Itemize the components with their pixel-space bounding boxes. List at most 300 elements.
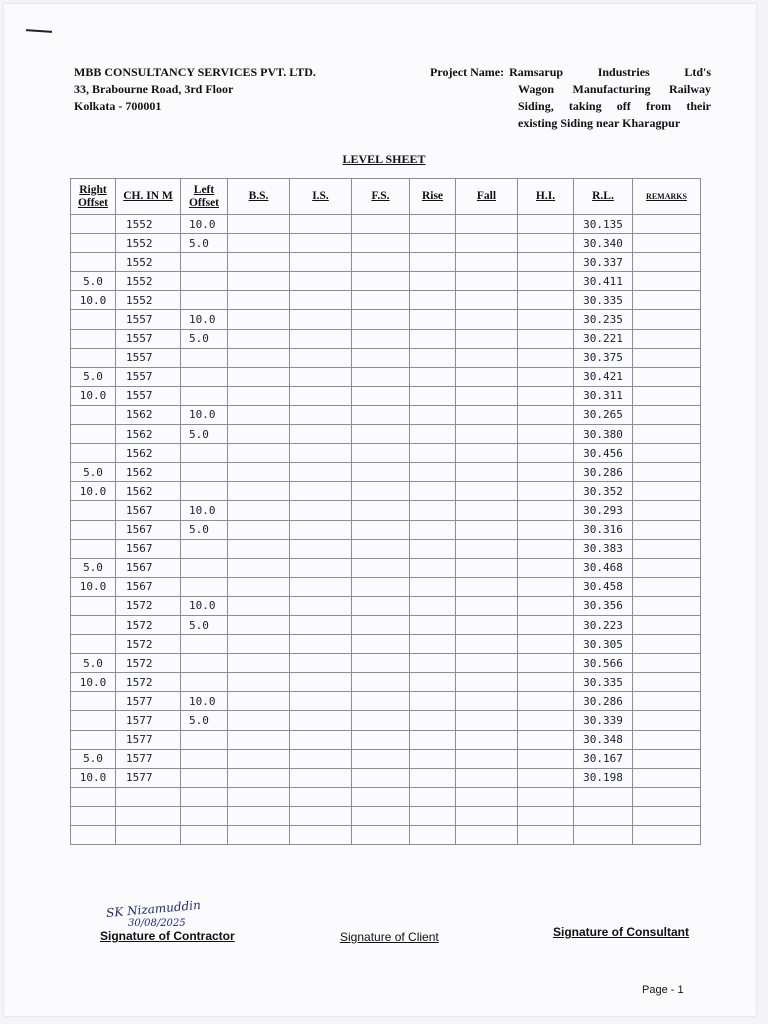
bs-cell: [228, 482, 290, 501]
fs-cell: [352, 711, 410, 730]
table-row: [71, 291, 701, 310]
header-remarks: REMARKS: [633, 179, 701, 215]
hi-cell: [518, 444, 574, 463]
header-bs: B.S.: [228, 179, 290, 215]
table-header-row: [71, 179, 701, 215]
left-offset-cell: 10.0: [181, 501, 228, 520]
is-cell: [290, 482, 352, 501]
table-row: [71, 329, 701, 348]
rl-cell: 30.286: [574, 692, 633, 711]
hi-cell: [518, 291, 574, 310]
rl-cell: 30.356: [574, 596, 633, 615]
remarks-cell: [633, 444, 701, 463]
bs-cell: [228, 806, 290, 825]
chainage-cell: 1572: [116, 635, 181, 654]
is-cell: [290, 787, 352, 806]
is-cell: [290, 826, 352, 845]
remarks-cell: [633, 291, 701, 310]
table-row: [71, 711, 701, 730]
chainage-cell: 1562: [116, 444, 181, 463]
contractor-handwritten-signature: SK Nizamuddin: [105, 897, 202, 921]
right-offset-cell: [71, 596, 116, 615]
chainage-cell: 1552: [116, 291, 181, 310]
right-offset-cell: [71, 692, 116, 711]
rise-cell: [410, 425, 456, 444]
is-cell: [290, 310, 352, 329]
table-row: [71, 253, 701, 272]
rise-cell: [410, 558, 456, 577]
chainage-cell: 1567: [116, 520, 181, 539]
bs-cell: [228, 635, 290, 654]
bs-cell: [228, 444, 290, 463]
left-offset-cell: [181, 635, 228, 654]
fs-cell: [352, 749, 410, 768]
table-row: [71, 482, 701, 501]
fall-cell: [456, 539, 518, 558]
is-cell: [290, 444, 352, 463]
rl-cell: 30.286: [574, 463, 633, 482]
header-hi: H.I.: [518, 179, 574, 215]
rl-cell: [574, 826, 633, 845]
chainage-cell: 1567: [116, 577, 181, 596]
bs-cell: [228, 654, 290, 673]
fall-cell: [456, 711, 518, 730]
table-row: [71, 787, 701, 806]
is-cell: [290, 615, 352, 634]
fall-cell: [456, 310, 518, 329]
rise-cell: [410, 348, 456, 367]
rl-cell: 30.348: [574, 730, 633, 749]
rise-cell: [410, 444, 456, 463]
table-row: [71, 405, 701, 424]
hi-cell: [518, 253, 574, 272]
fs-cell: [352, 425, 410, 444]
left-offset-cell: 10.0: [181, 692, 228, 711]
right-offset-cell: [71, 826, 116, 845]
right-offset-cell: [71, 730, 116, 749]
rise-cell: [410, 749, 456, 768]
fall-cell: [456, 463, 518, 482]
bs-cell: [228, 310, 290, 329]
rise-cell: [410, 787, 456, 806]
bs-cell: [228, 596, 290, 615]
left-offset-cell: 5.0: [181, 425, 228, 444]
table-row: [71, 635, 701, 654]
fall-cell: [456, 425, 518, 444]
rl-cell: 30.421: [574, 367, 633, 386]
header-rl: R.L.: [574, 179, 633, 215]
fs-cell: [352, 329, 410, 348]
remarks-cell: [633, 501, 701, 520]
fall-cell: [456, 692, 518, 711]
project-line-4: existing Siding near Kharagpur: [518, 116, 681, 130]
chainage-cell: 1557: [116, 348, 181, 367]
fs-cell: [352, 501, 410, 520]
fs-cell: [352, 367, 410, 386]
rise-cell: [410, 520, 456, 539]
table-row: [71, 596, 701, 615]
left-offset-cell: [181, 577, 228, 596]
left-offset-cell: [181, 253, 228, 272]
is-cell: [290, 692, 352, 711]
fall-cell: [456, 482, 518, 501]
hi-cell: [518, 539, 574, 558]
is-cell: [290, 558, 352, 577]
is-cell: [290, 730, 352, 749]
table-row: [71, 463, 701, 482]
left-offset-cell: [181, 558, 228, 577]
header-chainage: CH. IN M: [116, 179, 181, 215]
fall-cell: [456, 635, 518, 654]
left-offset-cell: [181, 730, 228, 749]
fs-cell: [352, 386, 410, 405]
remarks-cell: [633, 692, 701, 711]
bs-cell: [228, 405, 290, 424]
chainage-cell: 1572: [116, 596, 181, 615]
fs-cell: [352, 673, 410, 692]
chainage-cell: 1557: [116, 329, 181, 348]
is-cell: [290, 425, 352, 444]
right-offset-cell: 5.0: [71, 463, 116, 482]
fall-cell: [456, 405, 518, 424]
is-cell: [290, 367, 352, 386]
is-cell: [290, 749, 352, 768]
bs-cell: [228, 520, 290, 539]
is-cell: [290, 348, 352, 367]
left-offset-cell: [181, 539, 228, 558]
remarks-cell: [633, 654, 701, 673]
header-is: I.S.: [290, 179, 352, 215]
bs-cell: [228, 348, 290, 367]
right-offset-cell: [71, 348, 116, 367]
is-cell: [290, 577, 352, 596]
bs-cell: [228, 215, 290, 234]
remarks-cell: [633, 711, 701, 730]
fall-cell: [456, 558, 518, 577]
left-offset-cell: [181, 367, 228, 386]
fall-cell: [456, 272, 518, 291]
bs-cell: [228, 253, 290, 272]
is-cell: [290, 463, 352, 482]
right-offset-cell: [71, 405, 116, 424]
rise-cell: [410, 806, 456, 825]
hi-cell: [518, 386, 574, 405]
table-row: [71, 272, 701, 291]
fs-cell: [352, 253, 410, 272]
right-offset-cell: 10.0: [71, 386, 116, 405]
rl-cell: 30.223: [574, 615, 633, 634]
table-row: [71, 673, 701, 692]
remarks-cell: [633, 386, 701, 405]
rise-cell: [410, 310, 456, 329]
right-offset-cell: [71, 329, 116, 348]
fs-cell: [352, 215, 410, 234]
hi-cell: [518, 596, 574, 615]
bs-cell: [228, 615, 290, 634]
rise-cell: [410, 596, 456, 615]
rl-cell: 30.352: [574, 482, 633, 501]
chainage-cell: 1557: [116, 367, 181, 386]
remarks-cell: [633, 806, 701, 825]
right-offset-cell: [71, 615, 116, 634]
is-cell: [290, 520, 352, 539]
header-fall: Fall: [456, 179, 518, 215]
right-offset-cell: [71, 425, 116, 444]
right-offset-cell: [71, 520, 116, 539]
fs-cell: [352, 405, 410, 424]
is-cell: [290, 768, 352, 787]
fs-cell: [352, 444, 410, 463]
hi-cell: [518, 520, 574, 539]
right-offset-cell: [71, 253, 116, 272]
table-row: [71, 348, 701, 367]
remarks-cell: [633, 520, 701, 539]
rise-cell: [410, 826, 456, 845]
right-offset-cell: [71, 444, 116, 463]
hi-cell: [518, 730, 574, 749]
right-offset-cell: 10.0: [71, 673, 116, 692]
hi-cell: [518, 692, 574, 711]
left-offset-cell: 10.0: [181, 310, 228, 329]
left-offset-cell: 10.0: [181, 596, 228, 615]
left-offset-cell: [181, 768, 228, 787]
table-row: [71, 501, 701, 520]
is-cell: [290, 272, 352, 291]
is-cell: [290, 386, 352, 405]
pen-stroke-mark: [26, 29, 52, 33]
project-line-3: Siding, taking off from their: [518, 99, 711, 113]
table-row: [71, 692, 701, 711]
hi-cell: [518, 215, 574, 234]
remarks-cell: [633, 234, 701, 253]
level-sheet-table: [70, 178, 701, 845]
left-offset-cell: [181, 386, 228, 405]
remarks-cell: [633, 577, 701, 596]
left-offset-cell: [181, 806, 228, 825]
rl-cell: 30.340: [574, 234, 633, 253]
is-cell: [290, 673, 352, 692]
table-row: [71, 730, 701, 749]
is-cell: [290, 329, 352, 348]
hi-cell: [518, 749, 574, 768]
table-row: [71, 234, 701, 253]
right-offset-cell: 10.0: [71, 577, 116, 596]
left-offset-cell: 5.0: [181, 711, 228, 730]
hi-cell: [518, 367, 574, 386]
fall-cell: [456, 577, 518, 596]
rl-cell: 30.380: [574, 425, 633, 444]
remarks-cell: [633, 425, 701, 444]
rise-cell: [410, 405, 456, 424]
signature-of-consultant-label: Signature of Consultant: [553, 925, 689, 939]
is-cell: [290, 253, 352, 272]
remarks-cell: [633, 405, 701, 424]
hi-cell: [518, 787, 574, 806]
chainage-cell: 1572: [116, 673, 181, 692]
company-block: [74, 64, 316, 115]
is-cell: [290, 234, 352, 253]
table-row: [71, 539, 701, 558]
table-row: [71, 367, 701, 386]
rise-cell: [410, 673, 456, 692]
rise-cell: [410, 253, 456, 272]
remarks-cell: [633, 539, 701, 558]
left-offset-cell: [181, 291, 228, 310]
rl-cell: 30.566: [574, 654, 633, 673]
table-row: [71, 768, 701, 787]
rl-cell: 30.335: [574, 291, 633, 310]
remarks-cell: [633, 482, 701, 501]
rise-cell: [410, 539, 456, 558]
rise-cell: [410, 234, 456, 253]
rise-cell: [410, 291, 456, 310]
fs-cell: [352, 768, 410, 787]
rise-cell: [410, 615, 456, 634]
fs-cell: [352, 635, 410, 654]
rise-cell: [410, 482, 456, 501]
rise-cell: [410, 768, 456, 787]
chainage-cell: 1577: [116, 730, 181, 749]
bs-cell: [228, 673, 290, 692]
header-right-offset: Right Offset: [71, 179, 116, 215]
left-offset-cell: 10.0: [181, 215, 228, 234]
chainage-cell: 1567: [116, 501, 181, 520]
rl-cell: 30.221: [574, 329, 633, 348]
fs-cell: [352, 730, 410, 749]
fall-cell: [456, 673, 518, 692]
fall-cell: [456, 749, 518, 768]
company-name: MBB CONSULTANCY SERVICES PVT. LTD.: [74, 65, 316, 79]
left-offset-cell: [181, 482, 228, 501]
remarks-cell: [633, 272, 701, 291]
fall-cell: [456, 367, 518, 386]
bs-cell: [228, 539, 290, 558]
table-row: [71, 749, 701, 768]
fall-cell: [456, 291, 518, 310]
left-offset-cell: [181, 749, 228, 768]
remarks-cell: [633, 768, 701, 787]
left-offset-cell: 5.0: [181, 520, 228, 539]
is-cell: [290, 405, 352, 424]
chainage-cell: 1577: [116, 749, 181, 768]
fall-cell: [456, 768, 518, 787]
hi-cell: [518, 234, 574, 253]
rise-cell: [410, 654, 456, 673]
rl-cell: 30.265: [574, 405, 633, 424]
fall-cell: [456, 654, 518, 673]
remarks-cell: [633, 749, 701, 768]
right-offset-cell: [71, 635, 116, 654]
rise-cell: [410, 577, 456, 596]
fs-cell: [352, 787, 410, 806]
hi-cell: [518, 673, 574, 692]
remarks-cell: [633, 596, 701, 615]
is-cell: [290, 501, 352, 520]
rl-cell: 30.167: [574, 749, 633, 768]
project-line-2: Wagon Manufacturing Railway: [518, 82, 711, 96]
fall-cell: [456, 329, 518, 348]
rise-cell: [410, 215, 456, 234]
chainage-cell: 1552: [116, 272, 181, 291]
right-offset-cell: [71, 501, 116, 520]
chainage-cell: 1567: [116, 558, 181, 577]
bs-cell: [228, 787, 290, 806]
fall-cell: [456, 787, 518, 806]
rise-cell: [410, 386, 456, 405]
hi-cell: [518, 405, 574, 424]
right-offset-cell: 5.0: [71, 272, 116, 291]
is-cell: [290, 806, 352, 825]
chainage-cell: 1572: [116, 654, 181, 673]
left-offset-cell: [181, 272, 228, 291]
fs-cell: [352, 654, 410, 673]
right-offset-cell: 10.0: [71, 482, 116, 501]
left-offset-cell: [181, 673, 228, 692]
fall-cell: [456, 730, 518, 749]
is-cell: [290, 596, 352, 615]
table-row: [71, 558, 701, 577]
hi-cell: [518, 482, 574, 501]
left-offset-cell: 10.0: [181, 405, 228, 424]
hi-cell: [518, 272, 574, 291]
bs-cell: [228, 501, 290, 520]
fall-cell: [456, 253, 518, 272]
remarks-cell: [633, 253, 701, 272]
right-offset-cell: 5.0: [71, 749, 116, 768]
rl-cell: [574, 806, 633, 825]
remarks-cell: [633, 787, 701, 806]
left-offset-cell: [181, 654, 228, 673]
left-offset-cell: [181, 787, 228, 806]
rl-cell: 30.305: [574, 635, 633, 654]
rl-cell: 30.335: [574, 673, 633, 692]
is-cell: [290, 654, 352, 673]
bs-cell: [228, 367, 290, 386]
right-offset-cell: [71, 711, 116, 730]
hi-cell: [518, 654, 574, 673]
chainage-cell: 1562: [116, 482, 181, 501]
right-offset-cell: 5.0: [71, 558, 116, 577]
page-number: Page - 1: [642, 984, 684, 996]
fs-cell: [352, 482, 410, 501]
left-offset-cell: [181, 444, 228, 463]
company-address-line2: Kolkata - 700001: [74, 99, 162, 113]
rise-cell: [410, 730, 456, 749]
fs-cell: [352, 463, 410, 482]
fall-cell: [456, 444, 518, 463]
hi-cell: [518, 635, 574, 654]
rl-cell: 30.316: [574, 520, 633, 539]
table-body: [71, 215, 701, 845]
fall-cell: [456, 215, 518, 234]
rl-cell: 30.135: [574, 215, 633, 234]
fs-cell: [352, 806, 410, 825]
chainage-cell: 1562: [116, 405, 181, 424]
is-cell: [290, 215, 352, 234]
right-offset-cell: [71, 215, 116, 234]
rl-cell: [574, 787, 633, 806]
hi-cell: [518, 615, 574, 634]
right-offset-cell: [71, 234, 116, 253]
hi-cell: [518, 425, 574, 444]
remarks-cell: [633, 348, 701, 367]
chainage-cell: 1552: [116, 234, 181, 253]
fall-cell: [456, 826, 518, 845]
company-address-line1: 33, Brabourne Road, 3rd Floor: [74, 82, 234, 96]
fs-cell: [352, 272, 410, 291]
rl-cell: 30.375: [574, 348, 633, 367]
table-row: [71, 615, 701, 634]
